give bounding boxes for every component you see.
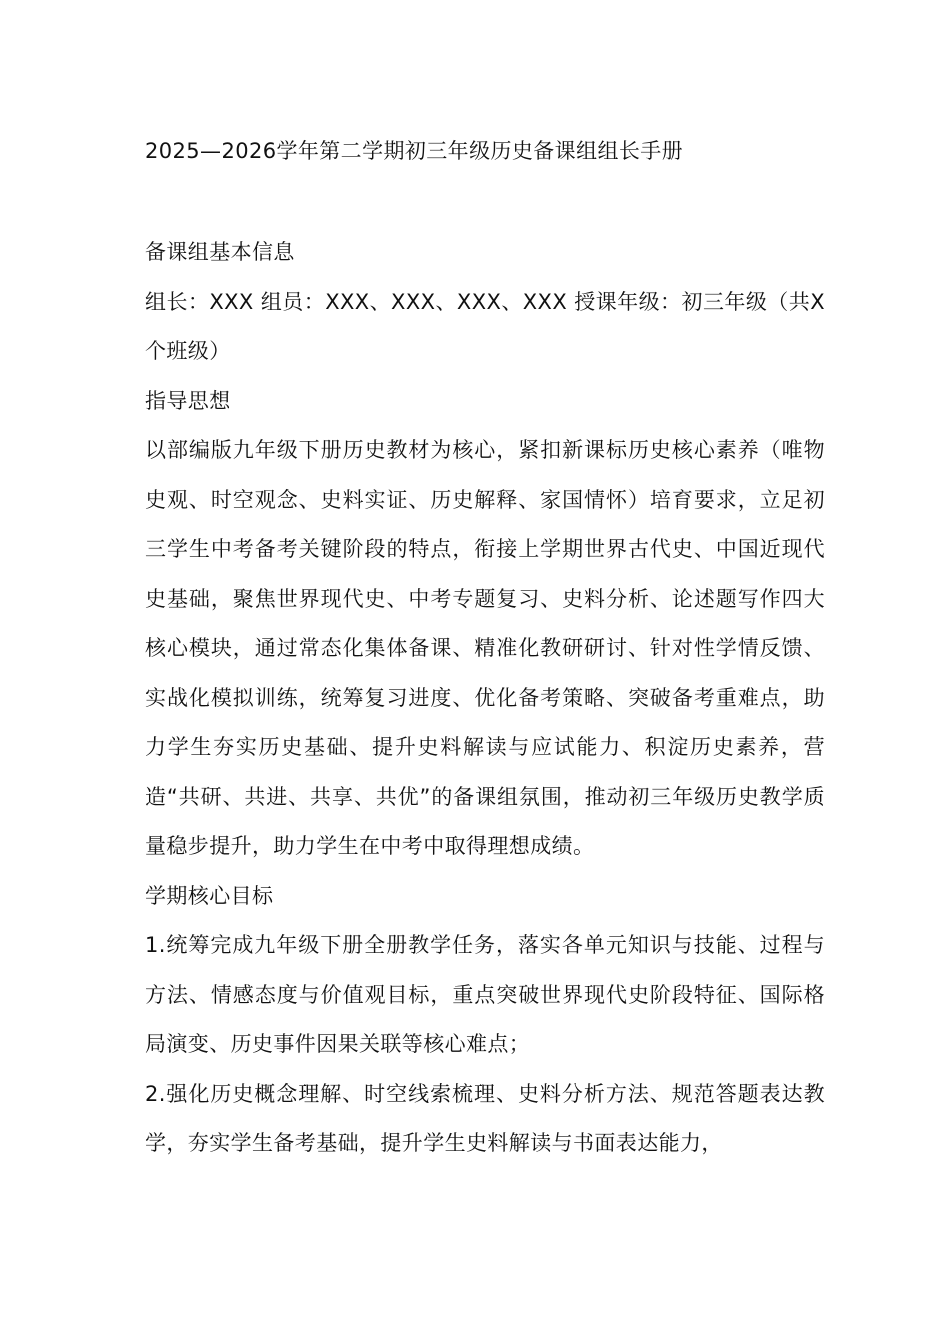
core-goal-item-2: 2.强化历史概念理解、时空线索梳理、史料分析方法、规范答题表达教学，夯实学生备考基础，提升学生史料解读与书面表达能力， xyxy=(145,1081,825,1155)
section-heading-guiding-thought: 指导思想 xyxy=(145,388,231,413)
core-goal-item-1: 1.统筹完成九年级下册全册教学任务，落实各单元知识与技能、过程与方法、情感态度与价值观目标，重点突破世界现代史阶段特征、国际格局演变、历史事件因果关联等核心难点； xyxy=(145,933,825,1056)
section-heading-core-goals: 学期核心目标 xyxy=(145,883,274,908)
guiding-thought-paragraph: 以部编版九年级下册历史教材为核心，紧扣新课标历史核心素养（唯物史观、时空观念、史料实证、历史解释、家国情怀）培育要求，立足初三学生中考备考关键阶段的特点，衔接上学期世界古代史、中国近现代史基础，聚焦世界现代史、中考专题复习、史料分析、论述题写作四大核心模块，通过常态化集体备课、精准化教研研讨、针对性学情反馈、实战化模拟训练，统筹复习进度、优化备考策略、突破备考重难点，助力学生夯实历史基础、提升史料解读与应试能力、积淀历史素养，营造“共研、共进、共享、共优”的备课组氛围，推动初三年级历史教学质量稳步提升，助力学生在中考中取得理想成绩。 xyxy=(145,438,825,858)
section-heading-basic-info: 备课组基本信息 xyxy=(145,240,295,264)
basic-info-paragraph: 组长：XXX 组员：XXX、XXX、XXX、XXX 授课年级：初三年级（共X个班级） xyxy=(145,289,825,363)
title-spacing xyxy=(145,171,825,228)
document-title: 2025—2026学年第二学期初三年级历史备课组组长手册 xyxy=(145,139,684,163)
document-body xyxy=(145,131,825,1169)
